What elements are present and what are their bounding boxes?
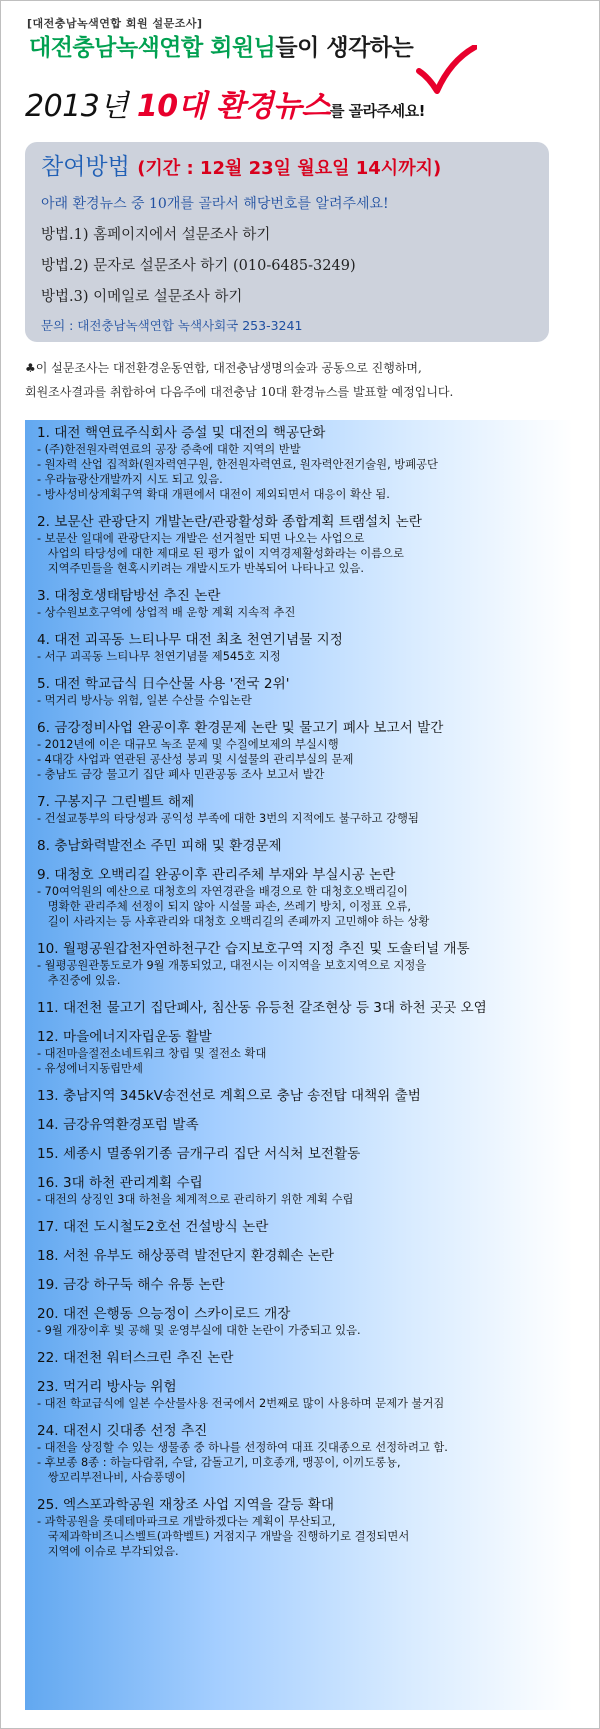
news-title: 2. 보문산 관광단지 개발논란/관광활성화 종합계획 트램설치 논란 [37,514,422,530]
news-detail: 사업의 타당성에 대한 제대로 된 평가 없이 지역경제활성화라는 이름으로 [37,547,404,560]
notice-line: ♣이 설문조사는 대전환경운동연합, 대전충남생명의숲과 공동으로 진행하며, [25,361,422,375]
news-detail: - 대전을 상징할 수 있는 생물종 중 하나를 선정하여 대표 깃대종으로 선정하려고 함. [37,1441,448,1454]
news-detail: - 70여억원의 예산으로 대청호의 자연경관을 배경으로 한 대청호오백리길이 [37,885,408,898]
news-title: 12. 마을에너지자립운동 활발 [37,1029,212,1045]
news-detail: - 과학공원을 롯데테마파크로 개발하겠다는 계획이 무산되고, [37,1515,336,1528]
news-detail: 국제과학비즈니스벨트(과학벨트) 거점지구 개발을 진행하기로 결정되면서 [37,1530,410,1543]
news-detail: - 충남도 금강 물고기 집단 폐사 민관공동 조사 보고서 발간 [37,768,325,781]
method-email: 방법.3) 이메일로 설문조사 하기 [41,289,243,305]
news-detail: 명확한 관리주체 선정이 되지 않아 시설물 파손, 쓰레기 방치, 이정표 오류, [37,900,411,913]
news-title: 16. 3대 하천 관리계획 수립 [37,1175,203,1191]
news-item [37,1174,573,1207]
method-sms: 방법.2) 문자로 설문조사 하기 (010-6485-3249) [41,258,356,274]
news-title: 24. 대전시 깃대종 선정 추진 [37,1423,208,1439]
news-item [37,513,573,576]
news-detail: - 월평공원관통도로가 9월 개통되었고, 대전시는 이지역을 보호지역으로 지정을 [37,959,427,972]
news-title: 18. 서천 유부도 해상풍력 발전단지 환경훼손 논란 [37,1248,335,1264]
participation-title-row [41,148,533,181]
news-title: 23. 먹거리 방사능 위험 [37,1379,177,1395]
news-item [37,1349,573,1367]
news-item [37,1028,573,1076]
participation-title: 참여방법 [41,154,130,180]
news-title: 19. 금강 하구둑 해수 유통 논란 [37,1277,225,1293]
news-detail: - 보문산 일대에 관광단지는 개발은 선거철만 되면 나오는 사업으로 [37,532,365,545]
news-title: 11. 대전천 물고기 집단폐사, 침산동 유등천 갈조현상 등 3대 하천 곳곳 오염 [37,1000,487,1016]
news-detail: - 대전마을절전소네트워크 창립 및 절전소 확대 [37,1047,267,1060]
news-detail: - 상수원보호구역에 상업적 배 운항 계획 지속적 추진 [37,606,296,619]
news-item [37,631,573,664]
news-detail: - 먹거리 방사능 위험, 일본 수산물 수입논란 [37,694,252,707]
participation-period: (기간 : 12월 23일 월요일 14시까지) [137,158,442,179]
news-detail: - 유성에너지동립만세 [37,1062,143,1075]
news-title: 4. 대전 괴곡동 느티나무 대전 최초 천연기념물 지정 [37,632,343,648]
news-detail: 추진중에 있음. [37,974,121,987]
news-detail: 쌍꼬리부전나비, 사슴풍뎅이 [37,1471,186,1484]
news-detail: - 대전 학교급식에 일본 수산물사용 전국에서 2번째로 많이 사용하며 문제가 불거짐 [37,1397,445,1410]
news-item [37,999,573,1017]
news-item [37,837,573,855]
news-item [37,1087,573,1105]
news-detail: - 서구 괴곡동 느티나무 천연기념물 제545호 지정 [37,650,281,663]
news-item [37,1305,573,1338]
news-title: 9. 대청호 오백리길 완공이후 관리주체 부재와 부실시공 논란 [37,867,396,883]
news-item [37,719,573,782]
news-title: 15. 세종시 멸종위기종 금개구리 집단 서식처 보전활동 [37,1146,361,1162]
participation-intro: 아래 환경뉴스 중 10개를 골라서 해당번호를 알려주세요! [41,196,389,212]
news-item [37,1218,573,1236]
headline-line1-rest: 들이 생각하는 [275,35,414,61]
news-detail: 지역에 이슈로 부각되었음. [37,1545,179,1558]
news-title: 17. 대전 도시철도2호선 건설방식 논란 [37,1219,269,1235]
news-item [37,1378,573,1411]
news-item [37,793,573,826]
news-item [37,940,573,988]
news-item [37,1145,573,1163]
survey-tag: [대전충남녹색연합 회원 설문조사] [27,17,203,30]
news-item [37,424,573,502]
news-title: 20. 대전 은행동 으능정이 스카이로드 개장 [37,1306,291,1322]
news-item [37,587,573,620]
participation-box [25,142,549,342]
news-detail: - 우라늄광산개발까지 시도 되고 있음. [37,473,223,486]
news-detail: - 원자력 산업 집적화(원자력연구원, 한전원자력연료, 원자력안전기술원, 방폐공단 [37,458,438,471]
news-title: 3. 대청호생태탐방선 추진 논란 [37,588,221,604]
news-item [37,675,573,708]
headline-line2 [25,81,425,125]
news-item [37,866,573,929]
method-homepage: 방법.1) 홈페이지에서 설문조사 하기 [41,227,271,243]
news-detail: - 2012년에 이은 대규모 녹조 문제 및 수질에보제의 부실시행 [37,738,339,751]
news-detail: - 4대강 사업과 연관된 공산성 붕괴 및 시설물의 관리부실의 문제 [37,753,354,766]
news-detail: 지역주민들을 현혹시키려는 개발시도가 반복되어 나타나고 있음. [37,562,364,575]
news-detail: 길이 사라지는 등 사후관리와 대청호 오백리길의 존폐까지 고민해야 하는 상황 [37,915,430,928]
news-title: 7. 구봉지구 그린벨트 해제 [37,794,195,810]
news-item [37,1422,573,1485]
news-item [37,1116,573,1134]
news-title: 8. 충남화력발전소 주민 피해 및 환경문제 [37,838,282,854]
news-detail: - 건설교통부의 타당성과 공익성 부족에 대한 3번의 지적에도 불구하고 강행됨 [37,812,419,825]
news-title: 6. 금강정비사업 완공이후 환경문제 논란 및 물고기 폐사 보고서 발간 [37,720,444,736]
news-detail: - (주)한전원자력연료의 공장 증축에 대한 지역의 반발 [37,443,301,456]
news-detail: - 9월 개장이후 빛 공해 및 운영부실에 대한 논란이 가중되고 있음. [37,1324,361,1337]
news-title: 25. 엑스포과학공원 재창조 사업 지역을 갈등 확대 [37,1497,335,1513]
news-title: 13. 충남지역 345kV송전선로 계획으로 충남 송전탑 대책위 출범 [37,1088,421,1104]
news-list [25,420,573,1710]
news-title: 1. 대전 핵연료주식회사 증설 및 대전의 핵공단화 [37,425,326,441]
news-item [37,1496,573,1559]
news-title: 5. 대전 학교급식 日수산물 사용 '전국 2위' [37,676,290,692]
news-title: 14. 금강유역환경포럼 발족 [37,1117,199,1133]
notice-line: 회원조사결과를 취합하여 다음주에 대전충남 10대 환경뉴스를 발표할 예정입니다. [25,385,454,399]
news-title: 10. 월평공원갑천자연하천구간 습지보호구역 지정 추진 및 도솔터널 개통 [37,941,470,957]
news-item [37,1247,573,1265]
news-detail: - 방사성비상계획구역 확대 개편에서 대전이 제외되면서 대응이 확산 됨. [37,488,390,501]
news-item [37,1276,573,1294]
news-title: 22. 대전천 워터스크린 추진 논란 [37,1350,234,1366]
news-detail: - 후보종 8종 : 하늘다람쥐, 수달, 감돌고기, 미호종개, 맹꽁이, 이끼도롱뇽, [37,1456,401,1469]
headline-top10: 10대 환경뉴스 [136,89,330,124]
headline-year: 2013년 [25,89,128,124]
notice-text [25,356,581,404]
contact-info: 문의 : 대전충남녹색연합 녹색사회국 253-3241 [41,318,303,333]
headline-suffix: 를 골라주세요! [329,102,425,120]
org-name: 대전충남녹색연합 회원님 [29,35,276,61]
news-detail: - 대전의 상징인 3대 하천을 체계적으로 관리하기 위한 계획 수립 [37,1193,354,1206]
headline-line1 [29,29,413,62]
